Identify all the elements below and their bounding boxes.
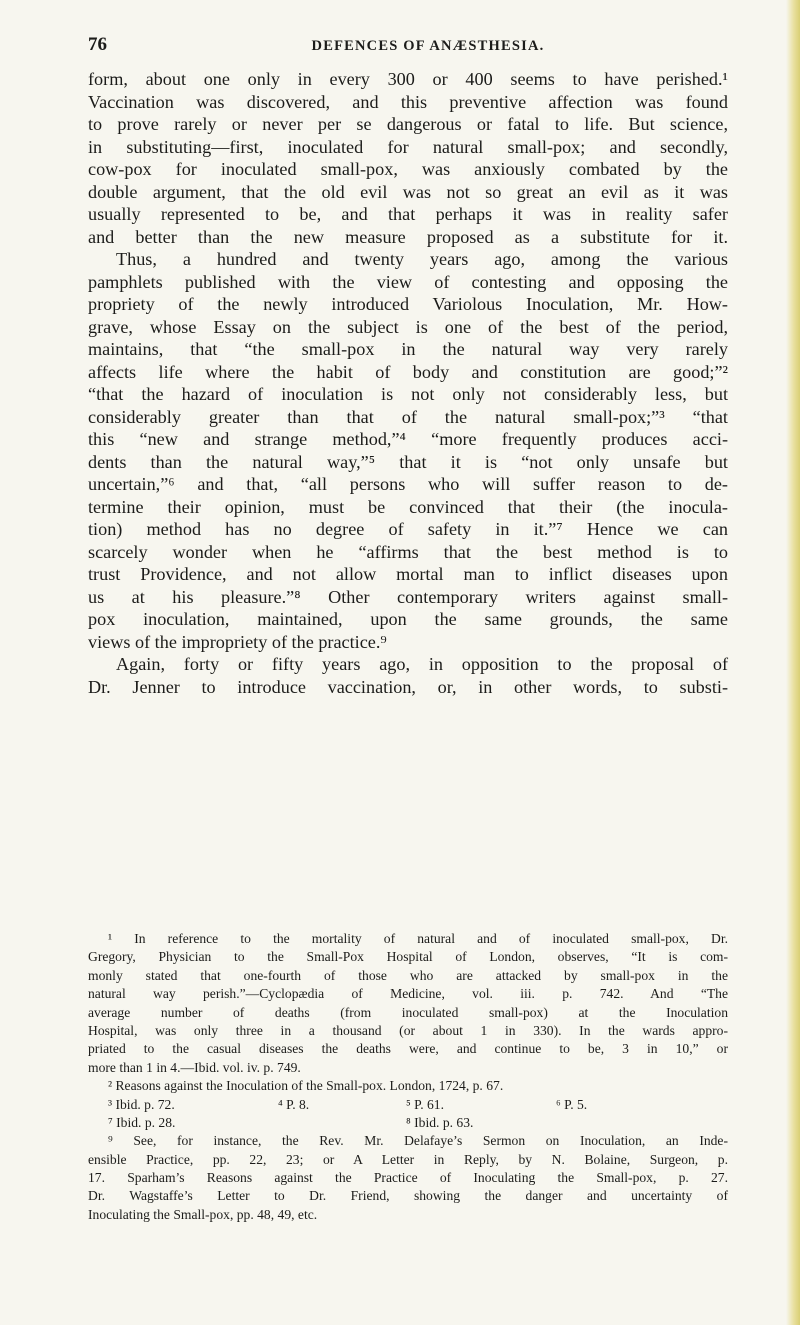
- footnote-ref: ⁶ P. 5.: [556, 1096, 588, 1112]
- text-line: propriety of the newly introduced Variolous Inoculation, Mr. How-: [88, 294, 728, 314]
- footnote-ref: ⁴ P. 8.: [278, 1096, 310, 1112]
- footnote-line: ⁹ See, for instance, the Rev. Mr. Delafaye’s Sermon on Inoculation, an Inde-: [108, 1133, 728, 1149]
- footnote-ref: ⁵ P. 61.: [406, 1096, 444, 1112]
- footnote-line: Hospital, was only three in a thousand (or about 1 in 330). In the wards appro-: [88, 1022, 728, 1038]
- footnote-line: natural way perish.”—Cyclopædia of Medicine, vol. iii. p. 742. And “The: [88, 986, 728, 1002]
- main-text: [88, 68, 728, 698]
- text-line: Dr. Jenner to introduce vaccination, or, in other words, to substi-: [88, 676, 728, 697]
- text-line: usually represented to be, and that perhaps it was in reality safer: [88, 204, 728, 224]
- footnote-line: ensible Practice, pp. 22, 23; or A Letter in Reply, by N. Bolaine, Surgeon, p.: [88, 1151, 728, 1167]
- footnote-line: priated to the casual diseases the deaths were, and continue to be, 3 in 10,” or: [88, 1041, 728, 1057]
- text-line: grave, whose Essay on the subject is one of the best of the period,: [88, 316, 728, 337]
- footnote-line: Dr. Wagstaffe’s Letter to Dr. Friend, showing the danger and uncertainty of: [88, 1188, 728, 1204]
- text-line: Thus, a hundred and twenty years ago, among the various: [116, 249, 728, 269]
- footnote-line: ² Reasons against the Inoculation of the Small-pox. London, 1724, p. 67.: [108, 1078, 504, 1094]
- text-line: us at his pleasure.”⁸ Other contemporary writers against small-: [88, 586, 728, 607]
- text-line: tion) method has no degree of safety in it.”⁷ Hence we can: [88, 519, 728, 539]
- footnotes: [88, 930, 728, 1224]
- footnote-refs-row: [88, 1096, 728, 1114]
- footnote-ref: ⁷ Ibid. p. 28.: [108, 1114, 176, 1130]
- text-line: pamphlets published with the view of contesting and opposing the: [88, 271, 728, 292]
- footnote-ref: ³ Ibid. p. 72.: [108, 1096, 175, 1112]
- text-line: termine their opinion, must be convinced that their (the inocula-: [88, 496, 728, 517]
- text-line: double argument, that the old evil was not so great an evil as it was: [88, 181, 728, 202]
- text-line: considerably greater than that of the natural small-pox;”³ “that: [88, 406, 728, 427]
- text-line: dents than the natural way,”⁵ that it is “not only unsafe but: [88, 451, 728, 472]
- footnote-refs-row: [88, 1114, 728, 1132]
- footnote-ref: ⁸ Ibid. p. 63.: [406, 1114, 474, 1130]
- page-header: [88, 34, 728, 58]
- text-line: cow-pox for inoculated small-pox, was anxiously combated by the: [88, 159, 728, 179]
- text-line: Again, forty or fifty years ago, in opposition to the proposal of: [116, 654, 728, 674]
- footnote-line: 17. Sparham’s Reasons against the Practice of Inoculating the Small-pox, p. 27.: [88, 1170, 728, 1186]
- text-line: and better than the new measure proposed as a substitute for it.: [88, 226, 728, 247]
- text-line: in substituting—first, inoculated for natural small-pox; and secondly,: [88, 136, 728, 157]
- footnote-line: monly stated that one-fourth of those who are attacked by small-pox in the: [88, 967, 728, 983]
- text-line: uncertain,”⁶ and that, “all persons who will suffer reason to de-: [88, 474, 728, 494]
- text-line: views of the impropriety of the practice.⁹: [88, 631, 387, 652]
- running-title: DEFENCES OF ANÆSTHESIA.: [311, 38, 545, 54]
- text-line: Vaccination was discovered, and this preventive affection was found: [88, 91, 728, 112]
- footnote-line: Gregory, Physician to the Small-Pox Hospital of London, observes, “It is com-: [88, 949, 728, 965]
- footnote-line: average number of deaths (from inoculated small-pox) at the Inoculation: [88, 1004, 728, 1020]
- text-line: pox inoculation, maintained, upon the same grounds, the same: [88, 609, 728, 629]
- text-line: to prove rarely or never per se dangerous or fatal to life. But science,: [88, 114, 728, 134]
- page-number: 76: [88, 34, 107, 55]
- text-line: maintains, that “the small-pox in the natural way very rarely: [88, 339, 728, 359]
- text-line: this “new and strange method,”⁴ “more frequently produces acci-: [88, 429, 728, 449]
- footnote-line: more than 1 in 4.—Ibid. vol. iv. p. 749.: [88, 1059, 301, 1075]
- text-line: form, about one only in every 300 or 400 seems to have perished.¹: [88, 69, 728, 89]
- text-line: “that the hazard of inoculation is not only not considerably less, but: [88, 384, 728, 404]
- text-line: affects life where the habit of body and constitution are good;”²: [88, 361, 728, 382]
- page-edge: [786, 0, 800, 1325]
- text-line: trust Providence, and not allow mortal man to inflict diseases upon: [88, 564, 728, 584]
- text-line: scarcely wonder when he “affirms that the best method is to: [88, 541, 728, 562]
- footnote-line: ¹ In reference to the mortality of natural and of inoculated small-pox, Dr.: [108, 931, 728, 946]
- footnote-line: Inoculating the Small-pox, pp. 48, 49, etc.: [88, 1206, 318, 1222]
